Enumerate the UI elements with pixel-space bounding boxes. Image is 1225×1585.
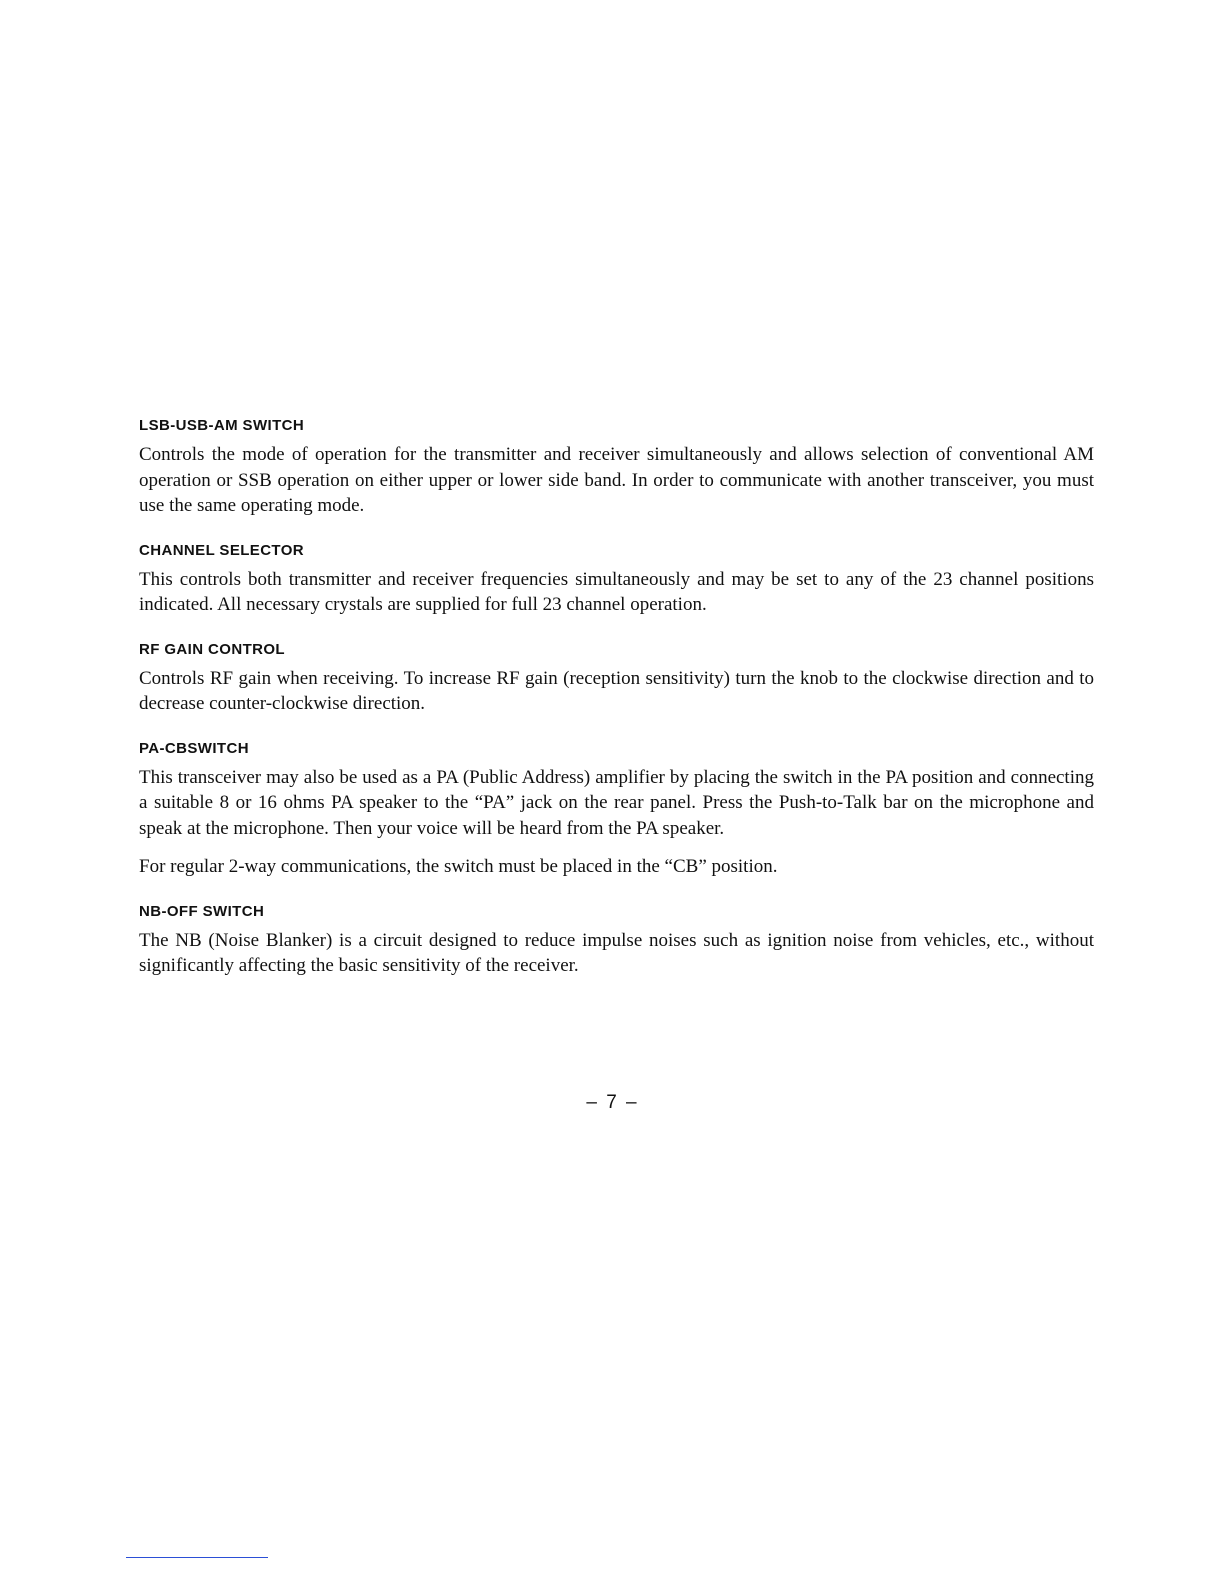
section-paragraph: For regular 2-way communications, the switch must be placed in the “CB” position. (139, 856, 778, 877)
section-lsb-usb-am-switch (139, 416, 1094, 519)
page-number: – 7 – (586, 1092, 639, 1113)
section-heading: NB-OFF SWITCH (139, 902, 265, 920)
section-paragraph: This controls both transmitter and receiver frequencies simultaneously and may be set to any of the 23 channel positions indicated. All necessary crystals are supplied for full 23 channel operation. (139, 568, 1094, 615)
section-paragraph: The NB (Noise Blanker) is a circuit designed to reduce impulse noises such as ignition noise from vehicles, etc., without significantly affecting the basic sensitivity of the receiver. (139, 929, 1094, 976)
section-paragraph: Controls RF gain when receiving. To increase RF gain (reception sensitivity) turn the knob to the clockwise direction and to decrease counter-clockwise direction. (139, 667, 1094, 714)
footnote-divider (126, 1557, 268, 1558)
section-nb-off-switch (139, 902, 1094, 979)
section-heading: PA-CBSWITCH (139, 739, 249, 757)
section-channel-selector (139, 541, 1094, 618)
section-paragraph: Controls the mode of operation for the transmitter and receiver simultaneously and allows selection of conventional AM operation or SSB operation on either upper or lower side band. In order to communicate with another transceiver, you must use the same operating mode. (139, 444, 1094, 516)
section-heading: CHANNEL SELECTOR (139, 541, 305, 559)
page-body (139, 416, 1094, 979)
section-paragraph: This transceiver may also be used as a PA (Public Address) amplifier by placing the switch in the PA position and connecting a suitable 8 or 16 ohms PA speaker to the “PA” jack on the rear panel. Press the Push-to-Talk bar on the microphone and speak at the microphone. Then your voice will be heard from the PA speaker. (139, 766, 1094, 839)
section-pa-cb-switch (139, 739, 1094, 880)
section-heading: LSB-USB-AM SWITCH (139, 417, 305, 434)
section-heading: RF GAIN CONTROL (139, 640, 285, 658)
section-rf-gain-control (139, 640, 1094, 717)
